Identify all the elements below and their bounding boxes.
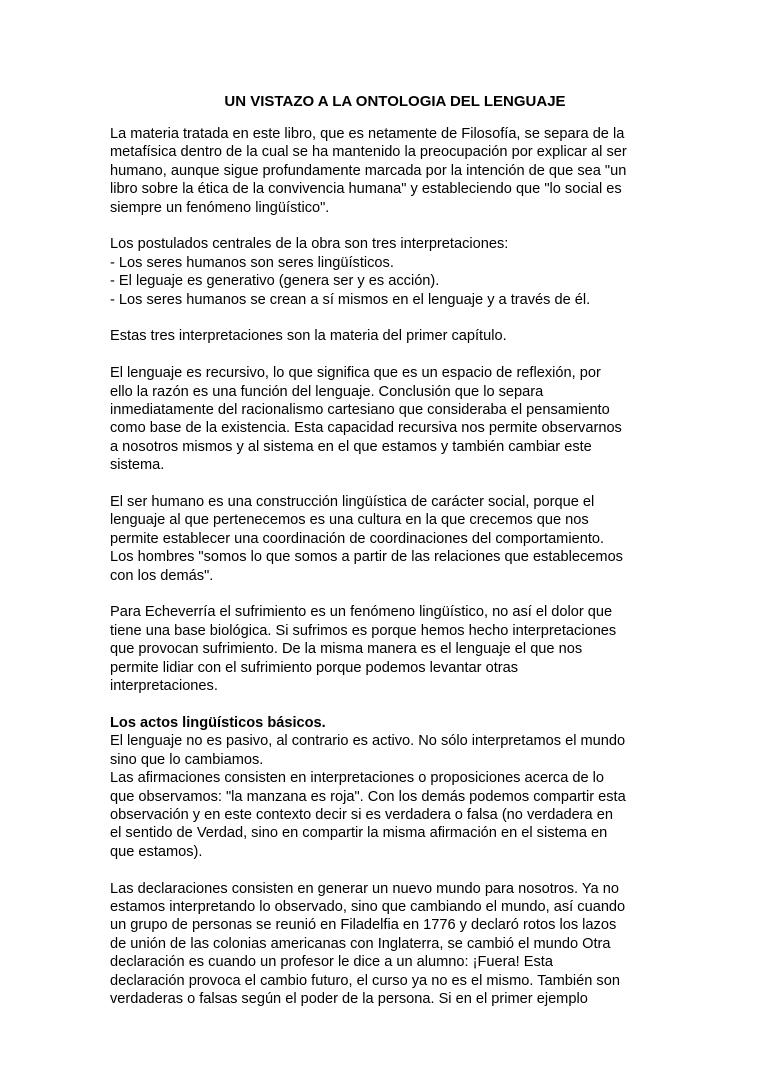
paragraph-sufrimiento: [110, 603, 670, 695]
paragraph-intro: [110, 125, 670, 217]
text-line: con los demás".: [110, 567, 214, 584]
text-line: El lenguaje es recursivo, lo que significa que es un espacio de reflexión, por: [110, 365, 601, 382]
text-line: humano, aunque sigue profundamente marcada por la intención de que sea "un: [110, 162, 627, 179]
text-line: lenguaje al que pertenecemos es una cultura en la que crecemos que nos: [110, 512, 589, 529]
text-line: el sentido de Verdad, sino en compartir la misma afirmación en el sistema en: [110, 825, 608, 842]
text-line: que observamos: "la manzana es roja". Con los demás podemos compartir esta: [110, 788, 626, 805]
text-line: interpretaciones.: [110, 678, 218, 695]
text-line: El ser humano es una construcción lingüística de carácter social, porque el: [110, 494, 595, 511]
list-item: - El leguaje es generativo (genera ser y es acción).: [110, 273, 440, 290]
list-item: - Los seres humanos se crean a sí mismos en el lenguaje y a través de él.: [110, 291, 591, 308]
text-line: Para Echeverría el sufrimiento es un fenómeno lingüístico, no así el dolor que: [110, 604, 613, 621]
paragraph-actos: [110, 714, 670, 861]
text-line: a nosotros mismos y al sistema en el que estamos y también cambiar este: [110, 438, 592, 455]
text-line: Los postulados centrales de la obra son tres interpretaciones:: [110, 236, 509, 253]
text-line: Las afirmaciones consisten en interpretaciones o proposiciones acerca de lo: [110, 770, 605, 787]
text-line: que provocan sufrimiento. De la misma manera es el lenguaje el que nos: [110, 641, 583, 658]
text-line: de unión de las colonias americanas con Inglaterra, se cambió el mundo Otra: [110, 935, 611, 952]
text-line: tiene una base biológica. Si sufrimos es porque hemos hecho interpretaciones: [110, 622, 617, 639]
text-line: sistema.: [110, 457, 165, 474]
text-line: La materia tratada en este libro, que es netamente de Filosofía, se separa de la: [110, 126, 625, 142]
text-line: Los hombres "somos lo que somos a partir de las relaciones que establecemos: [110, 549, 623, 566]
paragraph-capitulo: [110, 327, 670, 345]
text-line: observación y en este contexto decir si es verdadera o falsa (no verdadera en: [110, 806, 613, 823]
text-line: declaración es cuando un profesor le dice a un alumno: ¡Fuera! Esta: [110, 954, 553, 971]
paragraph-postulados: [110, 235, 670, 309]
text-line: declaración provoca el cambio futuro, el curso ya no es el mismo. También son: [110, 972, 620, 989]
text-line: permite lidiar con el sufrimiento porque podemos levantar otras: [110, 659, 519, 676]
text-line: estamos interpretando lo observado, sino que cambiando el mundo, así cuando: [110, 898, 626, 915]
list-item: - Los seres humanos son seres lingüísticos.: [110, 254, 394, 271]
text-line: como base de la existencia. Esta capacidad recursiva nos permite observarnos: [110, 420, 622, 437]
paragraph-declaraciones: [110, 880, 670, 1009]
text-line: Estas tres interpretaciones son la materia del primer capítulo.: [110, 328, 507, 345]
text-line: inmediatamente del racionalismo cartesiano que consideraba el pensamiento: [110, 402, 610, 419]
document-title: UN VISTAZO A LA ONTOLOGIA DEL LENGUAJE: [224, 93, 566, 110]
document-page: [110, 93, 670, 1027]
text-line: que estamos).: [110, 843, 203, 860]
text-line: metafísica dentro de la cual se ha mantenido la preocupación por explicar al ser: [110, 144, 627, 161]
text-line: Las declaraciones consisten en generar un nuevo mundo para nosotros. Ya no: [110, 880, 619, 897]
section-heading: Los actos lingüísticos básicos.: [110, 714, 326, 731]
text-line: libro sobre la ética de la convivencia humana" y estableciendo que "lo social es: [110, 181, 622, 198]
paragraph-ser-humano: [110, 493, 670, 585]
text-line: sino que lo cambiamos.: [110, 751, 264, 768]
text-line: El lenguaje no es pasivo, al contrario es activo. No sólo interpretamos el mundo: [110, 733, 626, 750]
text-line: un grupo de personas se reunió en Filadelfia en 1776 y declaró rotos los lazos: [110, 917, 617, 934]
text-line: siempre un fenómeno lingüístico".: [110, 199, 330, 216]
paragraph-recursivo: [110, 364, 670, 474]
text-line: ello la razón es una función del lenguaje. Conclusión que lo separa: [110, 383, 544, 400]
text-line: verdaderas o falsas según el poder de la persona. Si en el primer ejemplo: [110, 990, 588, 1007]
text-line: permite establecer una coordinación de coordinaciones del comportamiento.: [110, 530, 605, 547]
